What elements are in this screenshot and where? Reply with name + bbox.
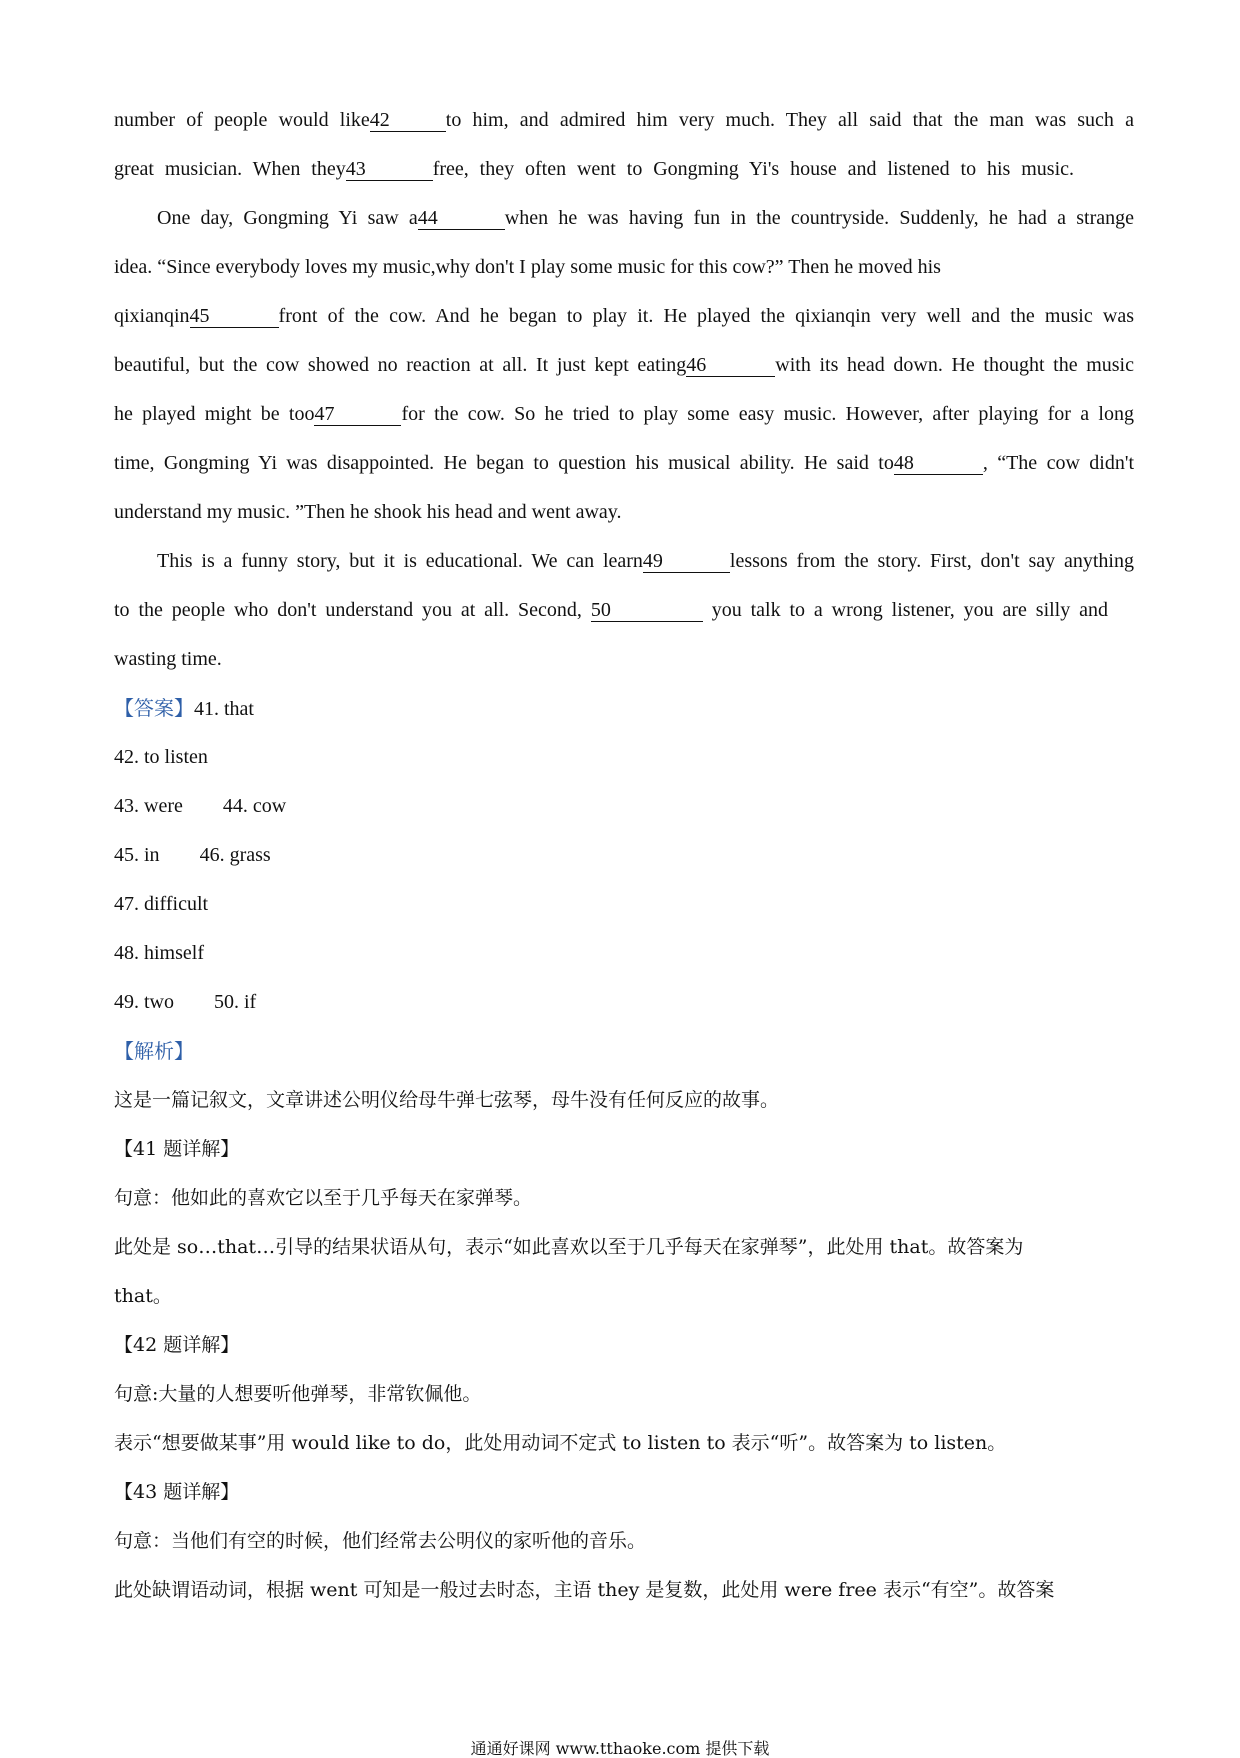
q43-explain: 此处缺谓语动词，根据 went 可知是一般过去时态，主语 they 是复数，此处用 were free 表示“有空”。故答案: [114, 1579, 1055, 1601]
passage-line: wasting time.: [114, 648, 222, 670]
answer-42: 42. to listen: [114, 746, 208, 768]
q41-meaning: 句意：他如此的喜欢它以至于几乎每天在家弹琴。: [114, 1187, 533, 1209]
answer-line: [114, 988, 256, 1016]
answer-line: [114, 939, 204, 967]
answer-line: [114, 792, 286, 820]
answer-tag: 【答案】: [114, 696, 194, 720]
answer-line: [114, 890, 208, 918]
passage-line: beautiful, but the cow showed no reaction at all. It just kept eating46 with its head down. He thought the music: [114, 354, 1134, 376]
passage-line: qixianqin45 front of the cow. And he began to play it. He played the qixianqin very well and the music was: [114, 305, 1134, 327]
passage-line: One day, Gongming Yi saw a44 when he was having fun in the countryside. Suddenly, he had a strange: [157, 207, 1135, 229]
answer-48: 48. himself: [114, 942, 204, 964]
q42-meaning: 句意:大量的人想要听他弹琴，非常钦佩他。: [114, 1383, 482, 1405]
q41-explain-cont: that。: [114, 1285, 172, 1307]
analysis-intro: 这是一篇记叙文，文章讲述公明仪给母牛弹七弦琴，母牛没有任何反应的故事。: [114, 1089, 780, 1111]
blank-48: 48: [894, 452, 983, 475]
answer-49: 49. two: [114, 991, 174, 1013]
answer-43: 43. were: [114, 795, 183, 817]
answer-line: [114, 743, 208, 771]
blank-44: 44: [418, 207, 505, 230]
q42-title: 【42 题详解】: [114, 1334, 240, 1356]
passage-line: number of people would like42 to him, and admired him very much. They all said that the man was such a: [114, 109, 1134, 131]
answer-41: 41. that: [194, 698, 254, 720]
blank-43: 43: [346, 158, 433, 181]
blank-47: 47: [314, 403, 401, 426]
passage-line: This is a funny story, but it is educational. We can learn49 lessons from the story. First, don't say anything: [157, 550, 1134, 572]
blank-50: 50: [591, 599, 703, 622]
q43-title: 【43 题详解】: [114, 1481, 240, 1503]
passage-line: he played might be too47 for the cow. So he tried to play some easy music. However, after playing for a long: [114, 403, 1134, 425]
answer-47: 47. difficult: [114, 893, 209, 915]
analysis-heading: [114, 1037, 194, 1066]
answer-45: 45. in: [114, 844, 160, 866]
page-footer: 通通好课网 www.tthaoke.com 提供下载: [470, 1739, 770, 1758]
blank-46: 46: [686, 354, 775, 377]
passage-line: great musician. When they43 free, they often went to Gongming Yi's house and listened to his music.: [114, 158, 1074, 180]
passage-line: time, Gongming Yi was disappointed. He began to question his musical ability. He said to48 , “The cow didn't: [114, 452, 1134, 474]
answer-line: [114, 841, 271, 869]
q41-explain: 此处是 so…that…引导的结果状语从句，表示“如此喜欢以至于几乎每天在家弹琴”，此处用 that。故答案为: [114, 1236, 1024, 1258]
q41-title: 【41 题详解】: [114, 1138, 240, 1160]
answer-line: [114, 694, 254, 723]
passage-line: to the people who don't understand you at all. Second, 50 you talk to a wrong listener, you are silly and: [114, 599, 1109, 621]
q42-explain: 表示“想要做某事”用 would like to do，此处用动词不定式 to listen to 表示“听”。故答案为 to listen。: [114, 1432, 1007, 1454]
answer-44: 44. cow: [222, 795, 287, 817]
answer-50: 50. if: [214, 991, 257, 1013]
analysis-tag: 【解析】: [114, 1039, 194, 1063]
passage-line: idea. “Since everybody loves my music,why don't I play some music for this cow?” Then he moved his: [114, 256, 941, 278]
passage-line: understand my music. ”Then he shook his head and went away.: [114, 501, 622, 523]
q43-meaning: 句意：当他们有空的时候，他们经常去公明仪的家听他的音乐。: [114, 1530, 647, 1552]
blank-45: 45: [190, 305, 279, 328]
answer-46: 46. grass: [199, 844, 271, 866]
blank-49: 49: [643, 550, 730, 573]
blank-42: 42: [370, 109, 446, 132]
